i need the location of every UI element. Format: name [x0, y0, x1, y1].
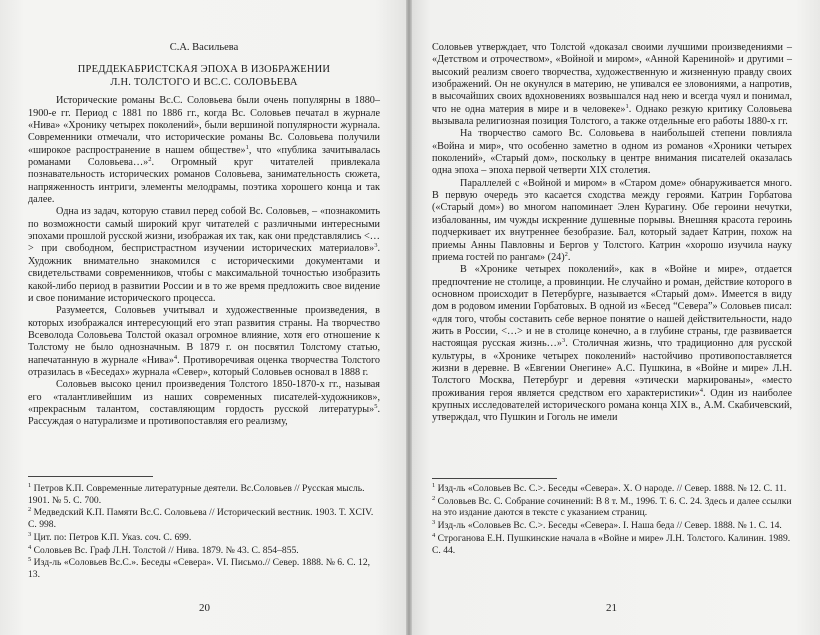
- text-run: . Противоречивая оценка творчества Толстого отразилась в «Беседах» журнала «Север», который Соловьев основал в 1888 г.: [28, 354, 381, 378]
- text-run: .: [567, 251, 571, 263]
- footnote-number: 1: [28, 482, 32, 489]
- body-paragraph: [432, 128, 792, 177]
- footnote-number: 3: [432, 519, 436, 527]
- left-body-text: [28, 95, 380, 428]
- article-title: [28, 63, 380, 89]
- body-paragraph: [28, 206, 380, 305]
- footnote-number: 5: [28, 556, 32, 564]
- text-run: . Однако резкую критику Соловьева вызывала религиозная позиция Толстого, а также отдельные его работы 1880-х гг.: [432, 103, 792, 128]
- right-footnotes: [432, 483, 792, 557]
- footnote: [28, 532, 380, 544]
- footnote-text: Соловьев Вс. Граф Л.Н. Толстой // Нива. 1879. № 43. С. 854–855.: [31, 544, 299, 556]
- body-paragraph: [432, 42, 792, 128]
- text-run: . Столичная жизнь, что традиционно для русской культуры, в «Хронике четырех поколений» настойчиво противопоставляется жизни в деревне. В «Евгении Онегине» А.С. Пушкина, в «Войне и мире» Л.Н. Толстого Москва, Петербург и деревня «этически маркированы», «место проживания героя является средством его характеристики»: [432, 338, 792, 399]
- text-run: . Огромный круг читателей привлекала познавательность исторических романов Соловьева, занимательность сюжета, напряженность интриги, элементы мелодрамы, поэтика хорошего конца и так далее.: [28, 157, 380, 206]
- footnote: [28, 507, 380, 530]
- title-line: Л.Н. ТОЛСТОГО И ВС.С. СОЛОВЬЕВА: [110, 77, 298, 89]
- footnote-ref: 1: [245, 143, 249, 151]
- text-run: На творчество самого Вс. Соловьева в наибольшей степени повлияла «Война и мир», что особенно заметно в одном из романов «Хроники четырех поколений», «Старый дом», поскольку в центре внимания писателей оказалась одна эпоха – эпоха первой четверти XIX столетия.: [432, 128, 792, 177]
- footnote-ref: 4: [173, 353, 178, 361]
- footnote-text: Петров К.П. Современные литературные деятели. Вс.Соловьев // Русская мысль. 1901. № 5. С. 700.: [28, 483, 365, 506]
- footnote-number: 3: [28, 530, 32, 538]
- text-run: . Рассуждая о натурализме и противопоставляя его реализму,: [28, 403, 380, 428]
- footnote-number: 4: [28, 543, 32, 551]
- footnote-ref: 2: [564, 250, 568, 258]
- text-run: . Художник внимательно знакомился с историческими документами и свидетельствами современников, чтобы с максимальной точностью изобразить какой-либо период в развитии России и в то же время предложить свое видение и свое понимание исторического процесса.: [28, 243, 380, 304]
- footnote-ref: 2: [148, 156, 152, 164]
- right-page: [410, 0, 820, 635]
- text-run: , что «публика зачитывалась романами Соловьева…»: [28, 144, 380, 169]
- article-author: С.А. Васильева: [169, 42, 239, 53]
- body-paragraph: [28, 95, 380, 206]
- body-paragraph: [432, 264, 792, 424]
- footnote-divider: [432, 478, 557, 479]
- footnote: [432, 496, 792, 519]
- footnote-text: Изд-ль «Соловьев Вс.С.». Беседы «Севера». VI. Письмо.// Север. 1888. № 6. С. 12, 13.: [28, 557, 371, 580]
- body-paragraph: [28, 305, 380, 379]
- footnote: [432, 533, 792, 556]
- right-text-column: [432, 42, 792, 425]
- footnote-text: Соловьев Вс. С. Собрание сочинений: В 8 т. М., 1996. Т. 6. С. 24. Здесь и далее ссылки на это издание даются в тексте с указанием страниц.: [432, 495, 792, 519]
- text-run: В «Хронике четырех поколений», как в «Войне и мире», отдается предпочтение не столице, а провинции. Не случайно и роман, действие которого в основном происходит в Петербурге, называется «Старый дом». Имеется в виду дом в родовом имении Горбатовых. В одной из «Бесед “Севера”» Соловьев писал: «для того, чтобы составить себе верное понятие о нашей действительности, надо жить в России, <…> и не в столице конечно, а в глубине страны, где развивается настоящая русская жизнь…»: [432, 264, 792, 350]
- footnote: [28, 483, 380, 506]
- footnote-number: 2: [432, 494, 436, 502]
- text-run: . Один из наиболее крупных исследователей исторического романа конца XIX в., А.М. Скабичевский, утверждал, что Пушкин и Гоголь не имели: [432, 387, 793, 424]
- text-run: Соловьев высоко ценил произведения Толстого 1850-1870-х гг., называя его «талантливейшим из наших современных писателей-художников», «прекрасным талантом, составляющим гордость русской литературы»: [28, 379, 380, 415]
- footnote-text: Медведский К.П. Памяти Вс.С. Соловьева // Исторический вестник. 1903. Т. XCIV. С. 998.: [28, 507, 374, 530]
- text-run: Параллелей с «Войной и миром» в «Старом доме» обнаруживается много. В первую очередь это касается сходства между героями. Катрин Горбатова («Старый дом») во многом напоминает Элен Курагину. Обе героини нечутки, избалованны, им чужды искренние душевные порывы. Внешняя красота героинь подчеркивает их внутреннее безобразие. Бал, который задает Катрин, похож на приемы Анны Павловны и Бергов у Толстого. Катрин «хорошо изучила науку приема гостей по рангам» (24): [432, 177, 792, 263]
- footnote-ref: 5: [374, 402, 378, 410]
- title-line: ПРЕДДЕКАБРИСТСКАЯ ЭПОХА В ИЗОБРАЖЕНИИ: [77, 64, 331, 76]
- footnote-number: 1: [432, 482, 436, 489]
- footnote: [432, 483, 792, 495]
- footnote-number: 4: [432, 531, 436, 539]
- left-footnotes: [28, 483, 380, 582]
- left-text-column: [28, 42, 380, 429]
- footnote: [28, 557, 380, 580]
- page-number: 21: [606, 602, 617, 614]
- text-run: Одна из задач, которую ставил перед собой Вс. Соловьев, – «познакомить по возможности самый широкий круг читателей с различными интересными эпохами прошлой русской жизни, изображая их так, как они представлялись <…> при свободном, беспристрастном изучении исторических материалов»: [28, 206, 380, 255]
- footnote-ref: 4: [699, 386, 704, 394]
- footnote-text: Цит. по: Петров К.П. Указ. соч. С. 699.: [31, 531, 192, 543]
- left-page: [0, 0, 408, 635]
- footnote-text: Изд-ль «Соловьев Вс. С.>. Беседы «Севера». I. Наша беда // Север. 1888. № 1. С. 14.: [435, 520, 782, 532]
- text-run: Соловьев утверждает, что Толстой «доказал своими лучшими произведениями – «Детством и отрочеством», «Войной и миром», «Анной Карениной» и другими – высокий реализм своего творчества, художественную и жизненную правду своих изображений. Он не окунулся в материю, не упивался ее зловониями, а напротив, в высочайших своих вдохновениях возвышался над нею и всегда чуял и понимал, что не одна материя в мире и в человеке»: [432, 42, 792, 115]
- text-run: Разумеется, Соловьев учитывал и художественные произведения, в которых изображался интересующий его этап развития страны. На творчество Всеволода Соловьева Толстой оказал огромное влияние, хотя его отношение к Толстому не было однозначным. В 1879 г. он посвятил Толстому статью, напечатанную в журнале «Нива»: [28, 305, 380, 366]
- body-paragraph: [28, 379, 380, 428]
- right-body-text: [432, 42, 792, 425]
- footnote: [28, 545, 380, 557]
- body-paragraph: [432, 178, 792, 264]
- footnote: [432, 520, 792, 532]
- footnote-divider: [28, 476, 153, 477]
- book-gutter: [406, 0, 412, 635]
- footnote-text: Изд-ль «Соловьев Вс. С.>. Беседы «Севера». Х. О народе. // Север. 1888. № 12. С. 11.: [435, 483, 787, 494]
- footnote-ref: 1: [625, 102, 629, 110]
- footnote-ref: 3: [374, 242, 378, 250]
- footnote-ref: 3: [561, 337, 566, 345]
- text-run: Исторические романы Вс.С. Соловьева были очень популярны в 1880– 1900-е гг. Период с 1881 по 1886 гг., когда Вс. Соловьев печатал в журнале «Нива» «Хронику четырех поколений», были вершиной популярности журнала. Современники отмечали, что исторические романы Вс. Соловьева получили «широкое распространение в нашем обществе»: [28, 95, 380, 156]
- page-number: 20: [199, 602, 210, 614]
- footnote-text: Строганова Е.Н. Пушкинские начала в «Войне и мире» Л.Н. Толстого. Калинин. 1989. С. 44.: [432, 532, 791, 556]
- footnote-number: 2: [28, 506, 32, 514]
